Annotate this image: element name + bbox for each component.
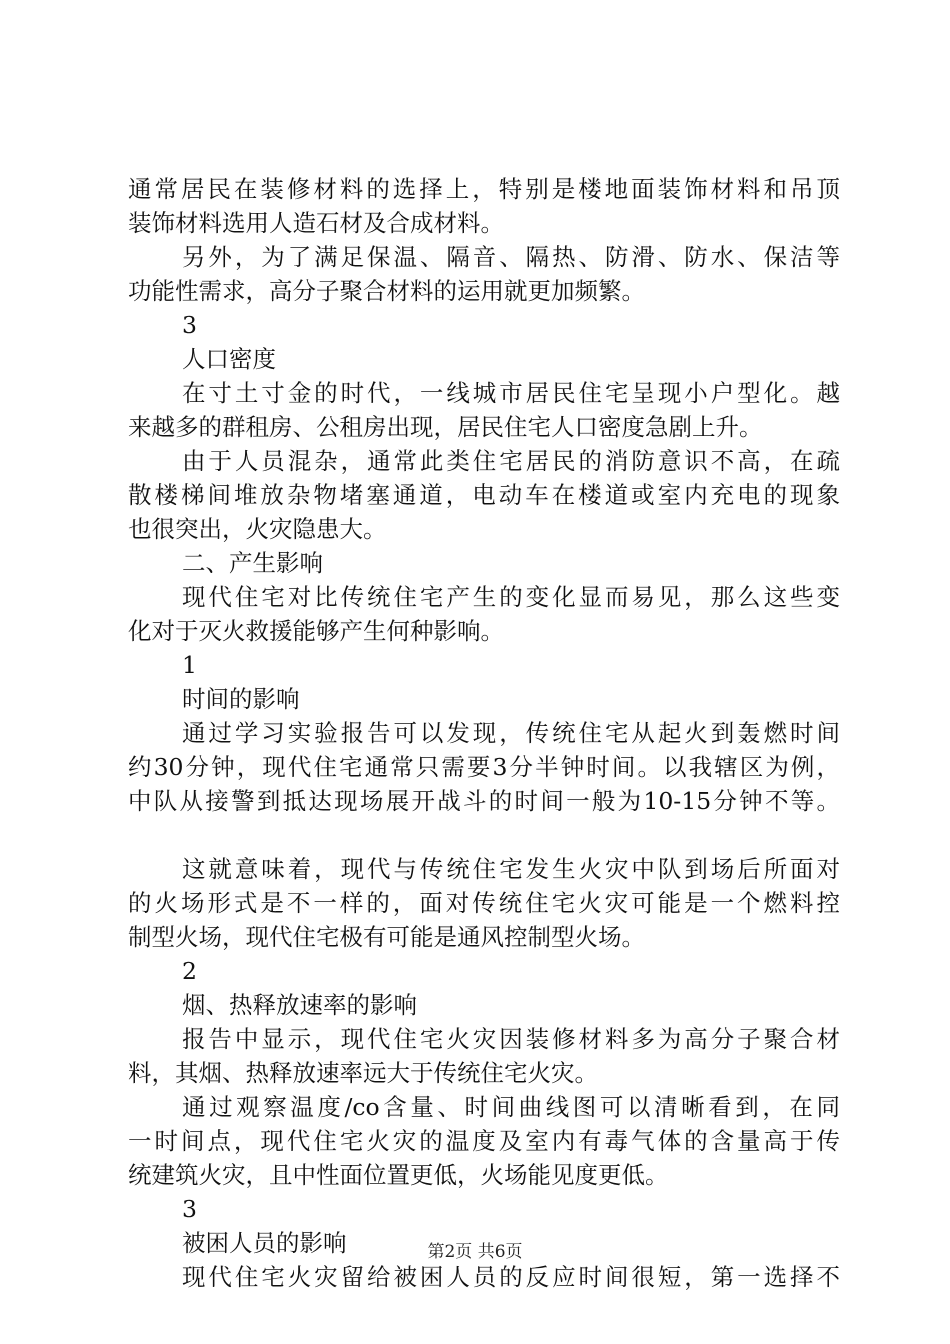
text-line: 报告中显示，现代住宅火灾因装修材料多为高分子聚合材 [182, 1025, 840, 1053]
text-line: 的火场形式是不一样的，面对传统住宅火灾可能是一个燃料控 [128, 889, 840, 917]
text-line: 现代住宅火灾留给被困人员的反应时间很短，第一选择不 [182, 1263, 840, 1291]
text-line: 现代住宅对比传统住宅产生的变化显而易见，那么这些变 [182, 583, 840, 611]
text-line: 通常居民在装修材料的选择上，特别是楼地面装饰材料和吊顶 [128, 175, 840, 203]
text-line: 另外，为了满足保温、隔音、隔热、防滑、防水、保洁等 [182, 243, 840, 271]
text-line: 被困人员的影响 [182, 1229, 347, 1257]
text-line: 通过观察温度/co含量、时间曲线图可以清晰看到，在同 [182, 1093, 840, 1121]
text-line: 3 [182, 311, 197, 339]
page-footer: 第2页 共6页 [427, 1242, 523, 1262]
document-body [128, 172, 840, 1294]
text-line: 一时间点，现代住宅火灾的温度及室内有毒气体的含量高于传 [128, 1127, 840, 1155]
text-line: 时间的影响 [182, 685, 300, 713]
text-line: 料，其烟、热释放速率远大于传统住宅火灾。 [128, 1059, 598, 1087]
text-line: 约30分钟，现代住宅通常只需要3分半钟时间。以我辖区为例， [128, 753, 840, 781]
text-line: 在寸土寸金的时代，一线城市居民住宅呈现小户型化。越 [182, 379, 840, 407]
text-line: 2 [182, 957, 197, 985]
text-line: 这就意味着，现代与传统住宅发生火灾中队到场后所面对 [182, 855, 840, 883]
text-line: 制型火场，现代住宅极有可能是通风控制型火场。 [128, 923, 645, 951]
text-line: 来越多的群租房、公租房出现，居民住宅人口密度急剧上升。 [128, 413, 763, 441]
text-line: 功能性需求，高分子聚合材料的运用就更加频繁。 [128, 277, 645, 305]
text-line: 装饰材料选用人造石材及合成材料。 [128, 209, 504, 237]
text-line: 烟、热释放速率的影响 [182, 991, 417, 1019]
text-line: 由于人员混杂，通常此类住宅居民的消防意识不高，在疏 [182, 447, 840, 475]
text-line: 中队从接警到抵达现场展开战斗的时间一般为10-15分钟不等。 [128, 787, 840, 815]
text-line: 通过学习实验报告可以发现，传统住宅从起火到轰燃时间 [182, 719, 840, 747]
text-line: 人口密度 [182, 345, 276, 373]
text-line: 统建筑火灾，且中性面位置更低，火场能见度更低。 [128, 1161, 669, 1189]
text-line: 二、产生影响 [182, 549, 323, 577]
text-line: 化对于灭火救援能够产生何种影响。 [128, 617, 504, 645]
text-line: 也很突出，火灾隐患大。 [128, 515, 387, 543]
text-line: 1 [182, 651, 197, 679]
text-line: 散楼梯间堆放杂物堵塞通道，电动车在楼道或室内充电的现象 [128, 481, 840, 509]
blank-line [128, 818, 840, 852]
text-line: 3 [182, 1195, 197, 1223]
